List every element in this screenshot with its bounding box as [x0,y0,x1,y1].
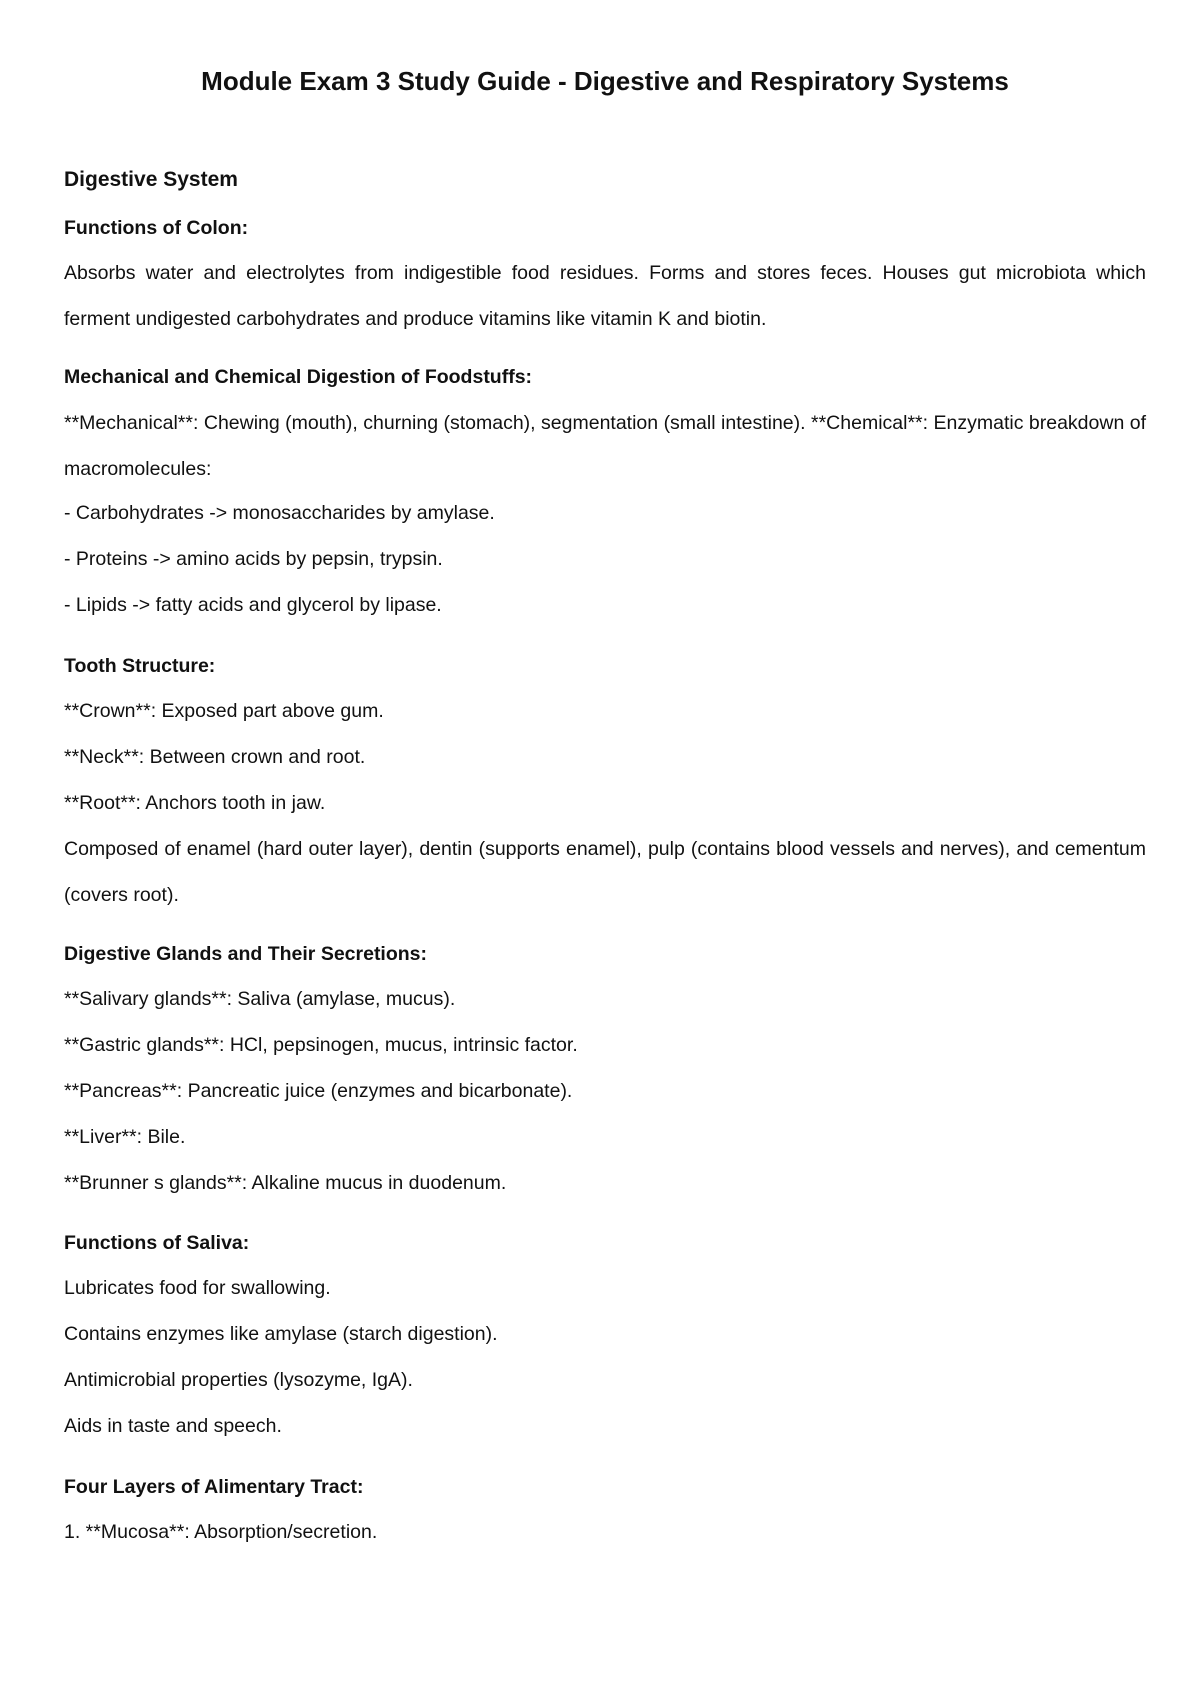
heading-functions-of-colon: Functions of Colon: [64,217,249,239]
paragraph-colon-functions: Absorbs water and electrolytes from indigestible food residues. Forms and stores feces. Houses gut microbiota which ferment undigested carbohydrates and produce vitamins like vitamin K and biotin. [64,262,1146,330]
list-item-lipids: - Lipids -> fatty acids and glycerol by lipase. [64,594,442,616]
list-item-brunners-glands: **Brunner s glands**: Alkaline mucus in duodenum. [64,1172,507,1194]
list-item-taste-speech: Aids in taste and speech. [64,1415,282,1437]
list-item-enzymes: Contains enzymes like amylase (starch digestion). [64,1323,498,1345]
heading-digestive-glands: Digestive Glands and Their Secretions: [64,943,428,965]
heading-tooth-structure: Tooth Structure: [64,655,216,677]
list-item-carbohydrates: - Carbohydrates -> monosaccharides by amylase. [64,502,495,524]
list-item-proteins: - Proteins -> amino acids by pepsin, trypsin. [64,548,443,570]
paragraph-tooth-composition: Composed of enamel (hard outer layer), dentin (supports enamel), pulp (contains blood vessels and nerves), and cementum (covers root). [64,838,1146,906]
list-item-antimicrobial: Antimicrobial properties (lysozyme, IgA). [64,1369,413,1391]
list-item-mucosa: 1. **Mucosa**: Absorption/secretion. [64,1521,378,1543]
heading-functions-of-saliva: Functions of Saliva: [64,1232,250,1254]
list-item-neck: **Neck**: Between crown and root. [64,746,366,768]
list-item-lubricates: Lubricates food for swallowing. [64,1277,331,1299]
document-title: Module Exam 3 Study Guide - Digestive and Respiratory Systems [201,66,1009,96]
list-item-gastric-glands: **Gastric glands**: HCl, pepsinogen, mucus, intrinsic factor. [64,1034,578,1056]
list-item-root: **Root**: Anchors tooth in jaw. [64,792,326,814]
list-item-salivary-glands: **Salivary glands**: Saliva (amylase, mucus). [64,988,456,1010]
list-item-pancreas: **Pancreas**: Pancreatic juice (enzymes and bicarbonate). [64,1080,573,1102]
paragraph-digestion: **Mechanical**: Chewing (mouth), churning (stomach), segmentation (small intestine). **Chemical**: Enzymatic breakdown of macromolecules: [64,412,1146,480]
list-item-crown: **Crown**: Exposed part above gum. [64,700,384,722]
list-item-liver: **Liver**: Bile. [64,1126,186,1148]
heading-mechanical-chemical-digestion: Mechanical and Chemical Digestion of Foodstuffs: [64,366,533,388]
heading-four-layers: Four Layers of Alimentary Tract: [64,1476,364,1498]
section-heading-digestive-system: Digestive System [64,168,238,191]
